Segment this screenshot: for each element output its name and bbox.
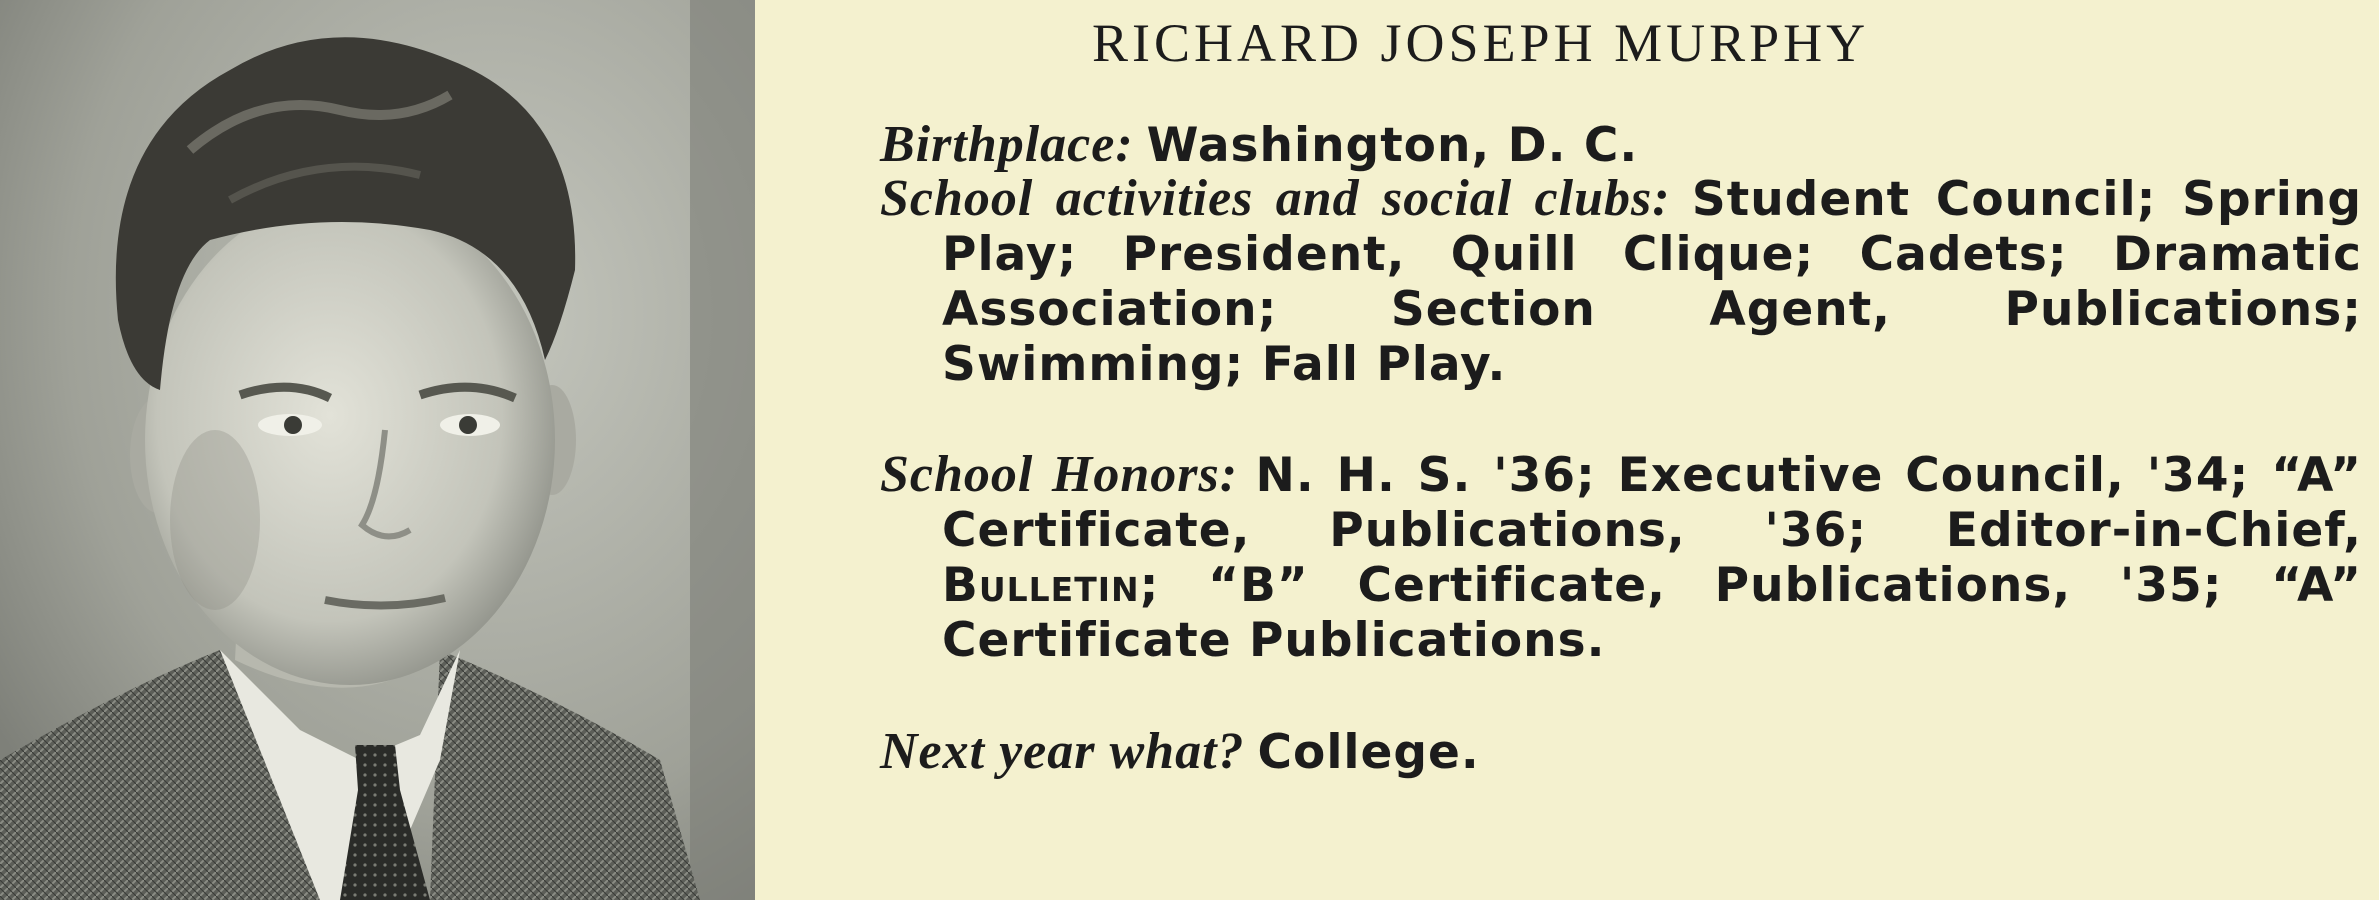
student-bio [880, 0, 2363, 900]
birthplace-value: Washington, D. C. [1146, 118, 1639, 173]
activities-value: Student Council; Spring Play; President, Quill Clique; Cadets; Dramatic Association; Section Agent, Publications; Swimming; Fall Play. [942, 172, 2362, 392]
next-year-label: Next year what? [880, 723, 1245, 780]
next-year-line [880, 725, 2362, 780]
honors-value-part1: N. H. S. '36; Executive Council, '34; “A” Certificate, Publications, '36; Editor-in-Chief, [942, 448, 2363, 558]
honors-paragraph [880, 448, 2362, 668]
birthplace-line [880, 118, 2362, 173]
activities-paragraph [880, 172, 2362, 392]
student-portrait-photo [0, 0, 755, 900]
honors-bulletin: Bulletin [942, 558, 1140, 613]
honors-label: School Honors: [880, 446, 1239, 503]
student-name: RICHARD JOSEPH MURPHY [1092, 13, 1870, 73]
next-year-value: College. [1257, 725, 1480, 780]
birthplace-label: Birthplace: [880, 116, 1134, 173]
honors-value-part2: ; “B” Certificate, Publications, '35; “A” Certificate Publications. [942, 558, 2362, 668]
activities-label: School activities and social clubs: [880, 170, 1671, 227]
